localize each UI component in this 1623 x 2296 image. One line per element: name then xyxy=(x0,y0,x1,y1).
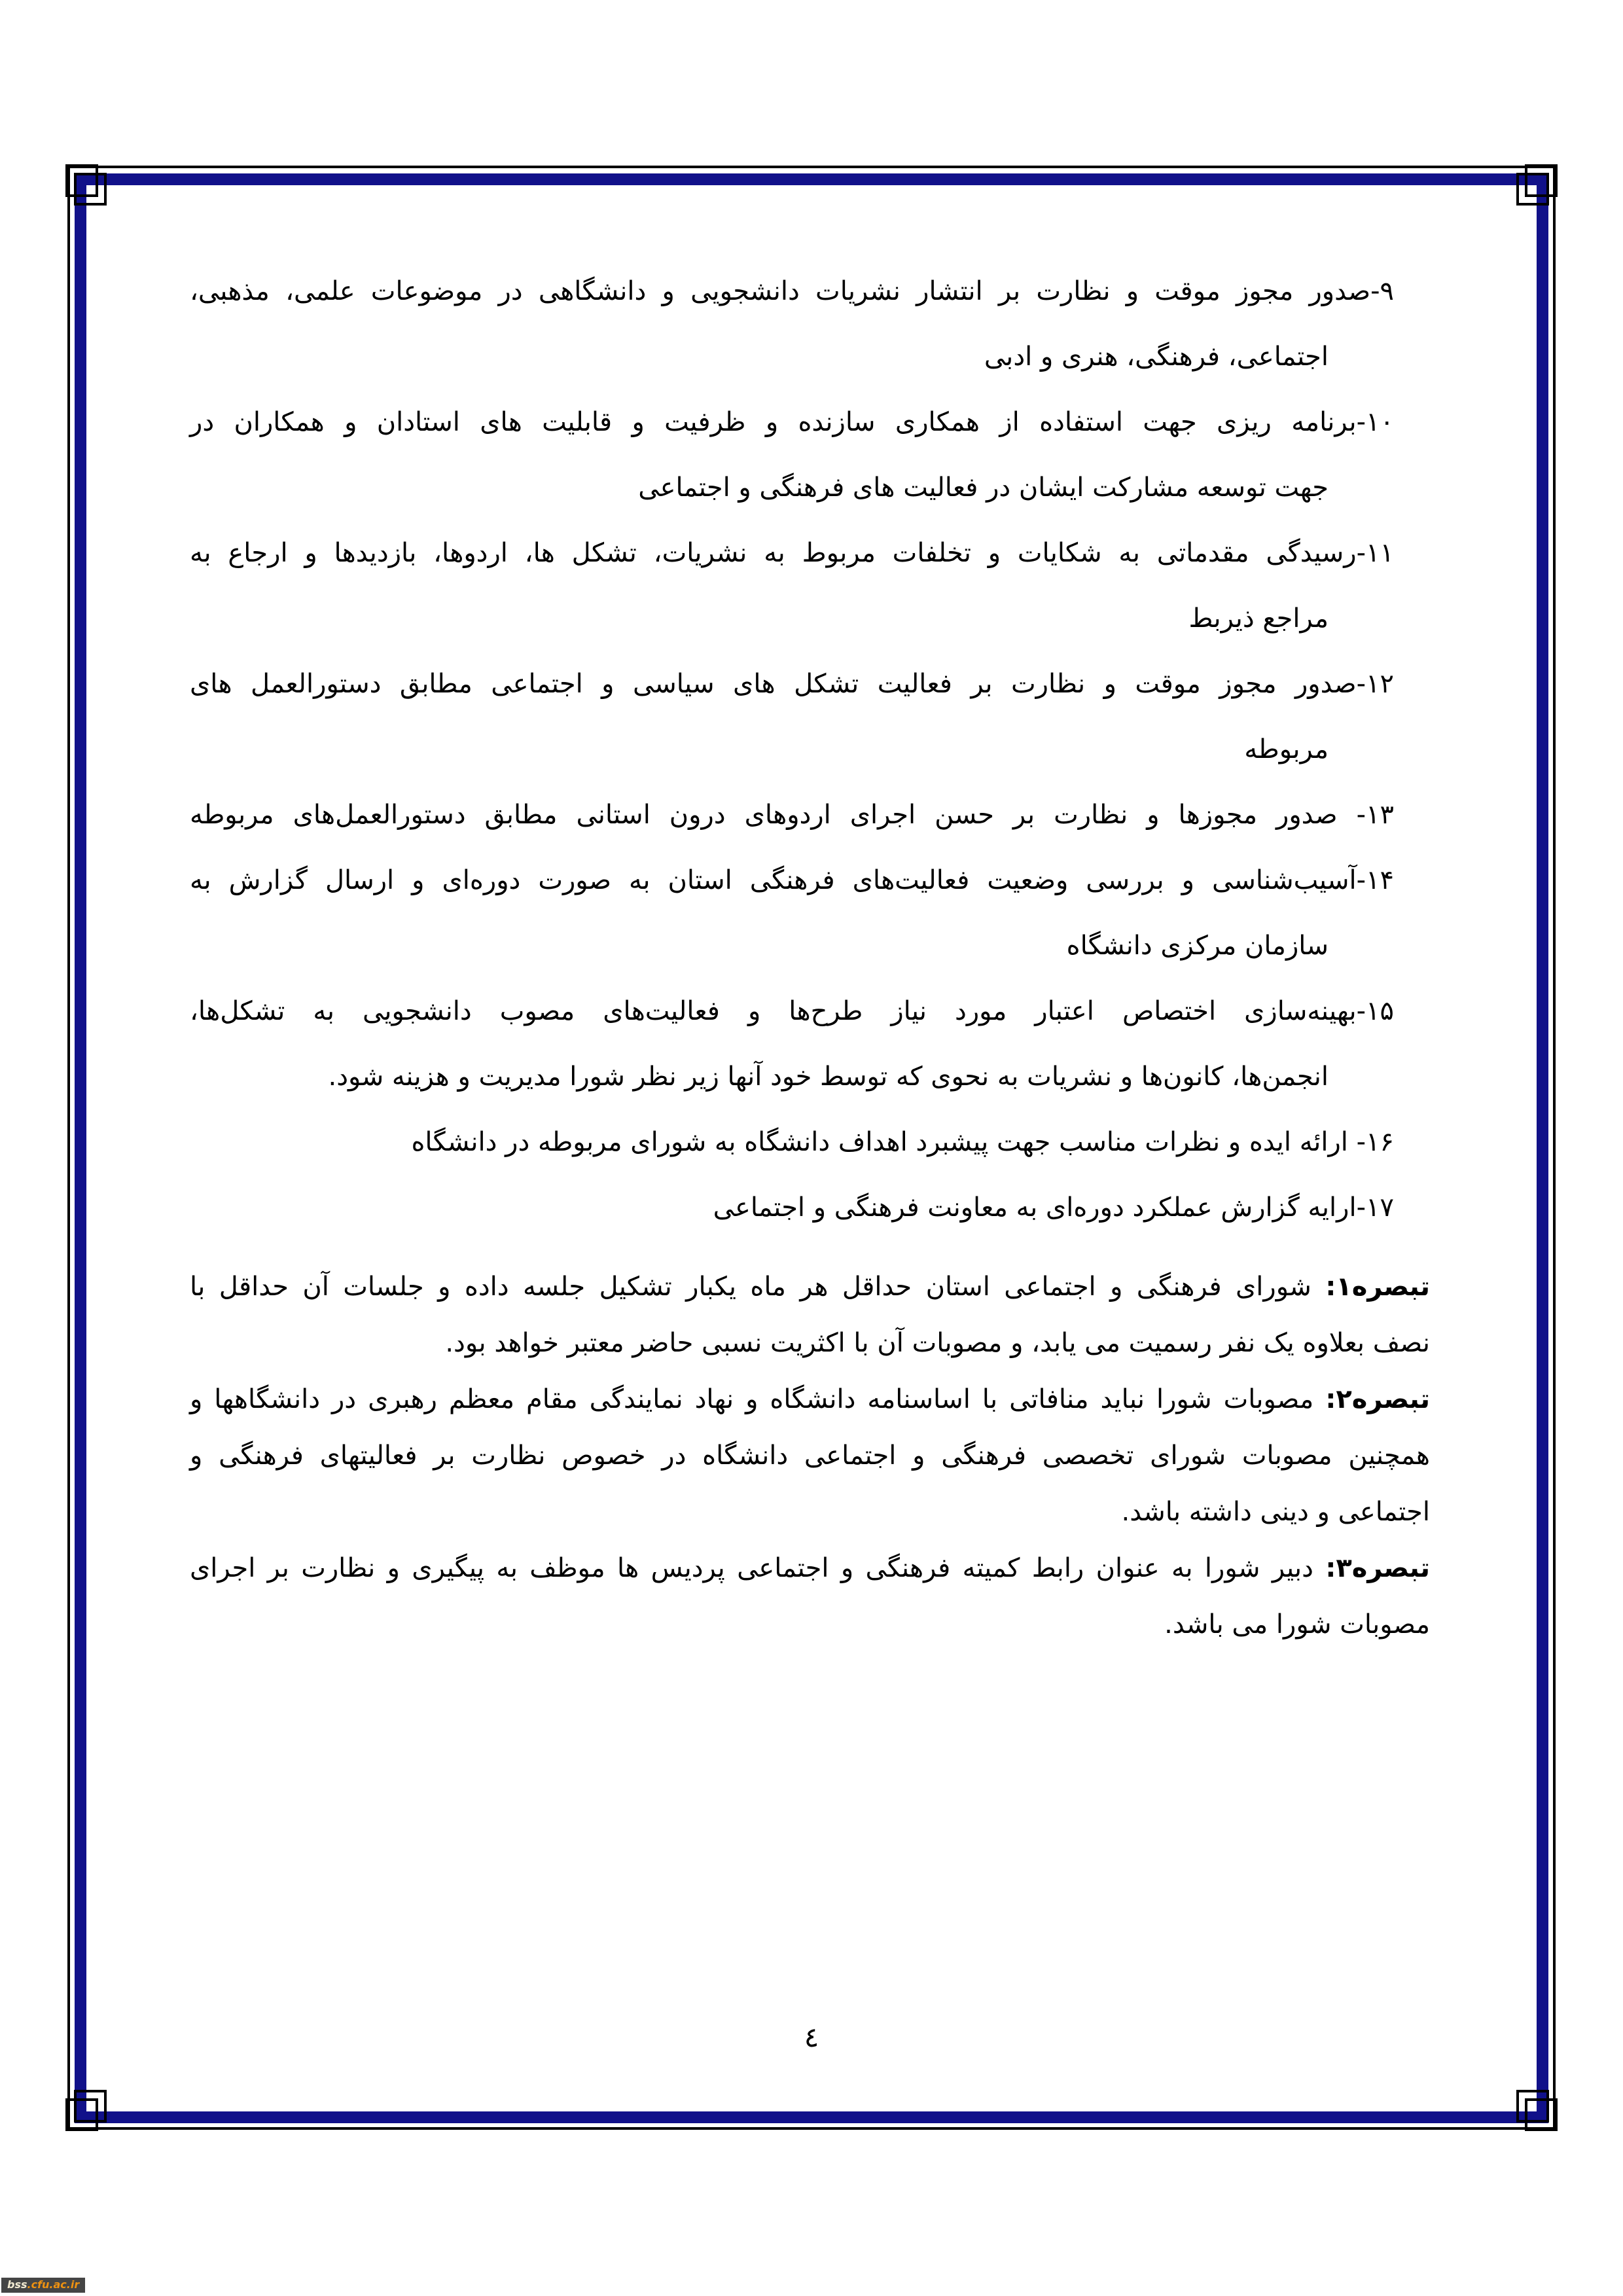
text-line: ۱۵-بهینه‌سازی اختصاص اعتبار مورد نیاز طرح‌ها و فعالیت‌های مصوب دانشجویی به تشکل‌ها، xyxy=(190,996,1394,1026)
text-line: ۹-صدور مجوز موقت و نظارت بر انتشار نشریات دانشجویی و دانشگاهی در موضوعات علمی، مذهبی، xyxy=(190,276,1394,306)
text-line: انجمن‌ها، کانون‌ها و نشریات به نحوی که توسط خود آنها زیر نظر شورا مدیریت و هزینه شود. xyxy=(328,1062,1329,1092)
text-line: همچنین مصوبات شورای تخصصی فرهنگی و اجتماعی دانشگاه در خصوص نظارت بر فعالیتهای فرهنگی و xyxy=(190,1441,1430,1471)
text-line: ۱۳- صدور مجوزها و نظارت بر حسن اجرای اردوهای درون استانی مطابق دستورالعمل‌های مربوطه xyxy=(190,800,1394,830)
text-line: مصوبات شورا می باشد. xyxy=(1164,1609,1430,1640)
text-line: اجتماعی و دینی داشته باشد. xyxy=(1121,1497,1430,1527)
text-line: ۱۴-آسیب‌شناسی و بررسی وضعیت فعالیت‌های فرهنگی استان به صورت دوره‌ای و ارسال گزارش به xyxy=(190,865,1394,895)
text-line: مراجع ذیربط xyxy=(1188,603,1329,634)
text-line xyxy=(190,1371,1430,1427)
watermark-suffix: .cfu.ac.ir xyxy=(27,2278,80,2291)
notes-section xyxy=(190,1259,1430,1653)
text-line: ۱۶- ارائه ایده و نظرات مناسب جهت پیشبرد اهداف دانشگاه به شورای مربوطه در دانشگاه xyxy=(411,1127,1394,1157)
text-line: ۱۰-برنامه ریزی جهت استفاده از همکاری سازنده و ظرفیت و قابلیت های استادان و همکاران در xyxy=(190,407,1394,437)
note-text: دبیر شورا به عنوان رابط کمیته فرهنگی و اجتماعی پردیس ها موظف به پیگیری و نظارت بر اجرای xyxy=(190,1553,1313,1583)
text-line: ۱۱-رسیدگی مقدماتی به شکایات و تخلفات مربوط به نشریات، تشکل ها، اردوها، بازدیدها و ارجاع به xyxy=(190,538,1394,568)
corner-ornament-top-left-inner xyxy=(74,173,107,206)
note-label: تبصره۱: xyxy=(1325,1272,1430,1302)
note-text: شورای فرهنگی و اجتماعی استان حداقل هر ماه یکبار تشکیل جلسه داده و جلسات آن حداقل با xyxy=(190,1272,1311,1302)
text-line: جهت توسعه مشارکت ایشان در فعالیت های فرهنگی و اجتماعی xyxy=(638,473,1329,503)
note-label: تبصره۲: xyxy=(1325,1384,1430,1414)
watermark-badge xyxy=(1,2278,85,2293)
text-line: نصف بعلاوه یک نفر رسمیت می یابد، و مصوبات آن با اکثریت نسبی حاضر معتبر خواهد بود. xyxy=(445,1328,1430,1358)
page-number: ٤ xyxy=(804,2021,819,2053)
text-line: سازمان مرکزی دانشگاه xyxy=(1066,931,1329,961)
document-text-body xyxy=(190,259,1430,1653)
text-line: ۱۷-ارایه گزارش عملکرد دوره‌ای به معاونت فرهنگی و اجتماعی xyxy=(713,1193,1394,1223)
text-line xyxy=(190,1259,1430,1315)
note-label: تبصره۳: xyxy=(1325,1553,1430,1583)
numbered-items-section xyxy=(190,259,1430,1240)
corner-ornament-top-right-inner xyxy=(1516,173,1549,206)
text-line xyxy=(190,1540,1430,1596)
text-line: ۱۲-صدور مجوز موقت و نظارت بر فعالیت تشکل های سیاسی و اجتماعی مطابق دستورالعمل های xyxy=(190,669,1394,699)
text-line: اجتماعی، فرهنگی، هنری و ادبی xyxy=(984,342,1329,372)
watermark-prefix: bss xyxy=(7,2278,27,2291)
corner-ornament-bottom-left-inner xyxy=(74,2090,107,2123)
corner-ornament-bottom-right-inner xyxy=(1516,2090,1549,2123)
text-line: مربوطه xyxy=(1244,734,1329,764)
note-text: مصوبات شورا نباید منافاتی با اساسنامه دانشگاه و نهاد نمایندگی مقام معظم رهبری در دانشگاهها و xyxy=(190,1384,1314,1414)
